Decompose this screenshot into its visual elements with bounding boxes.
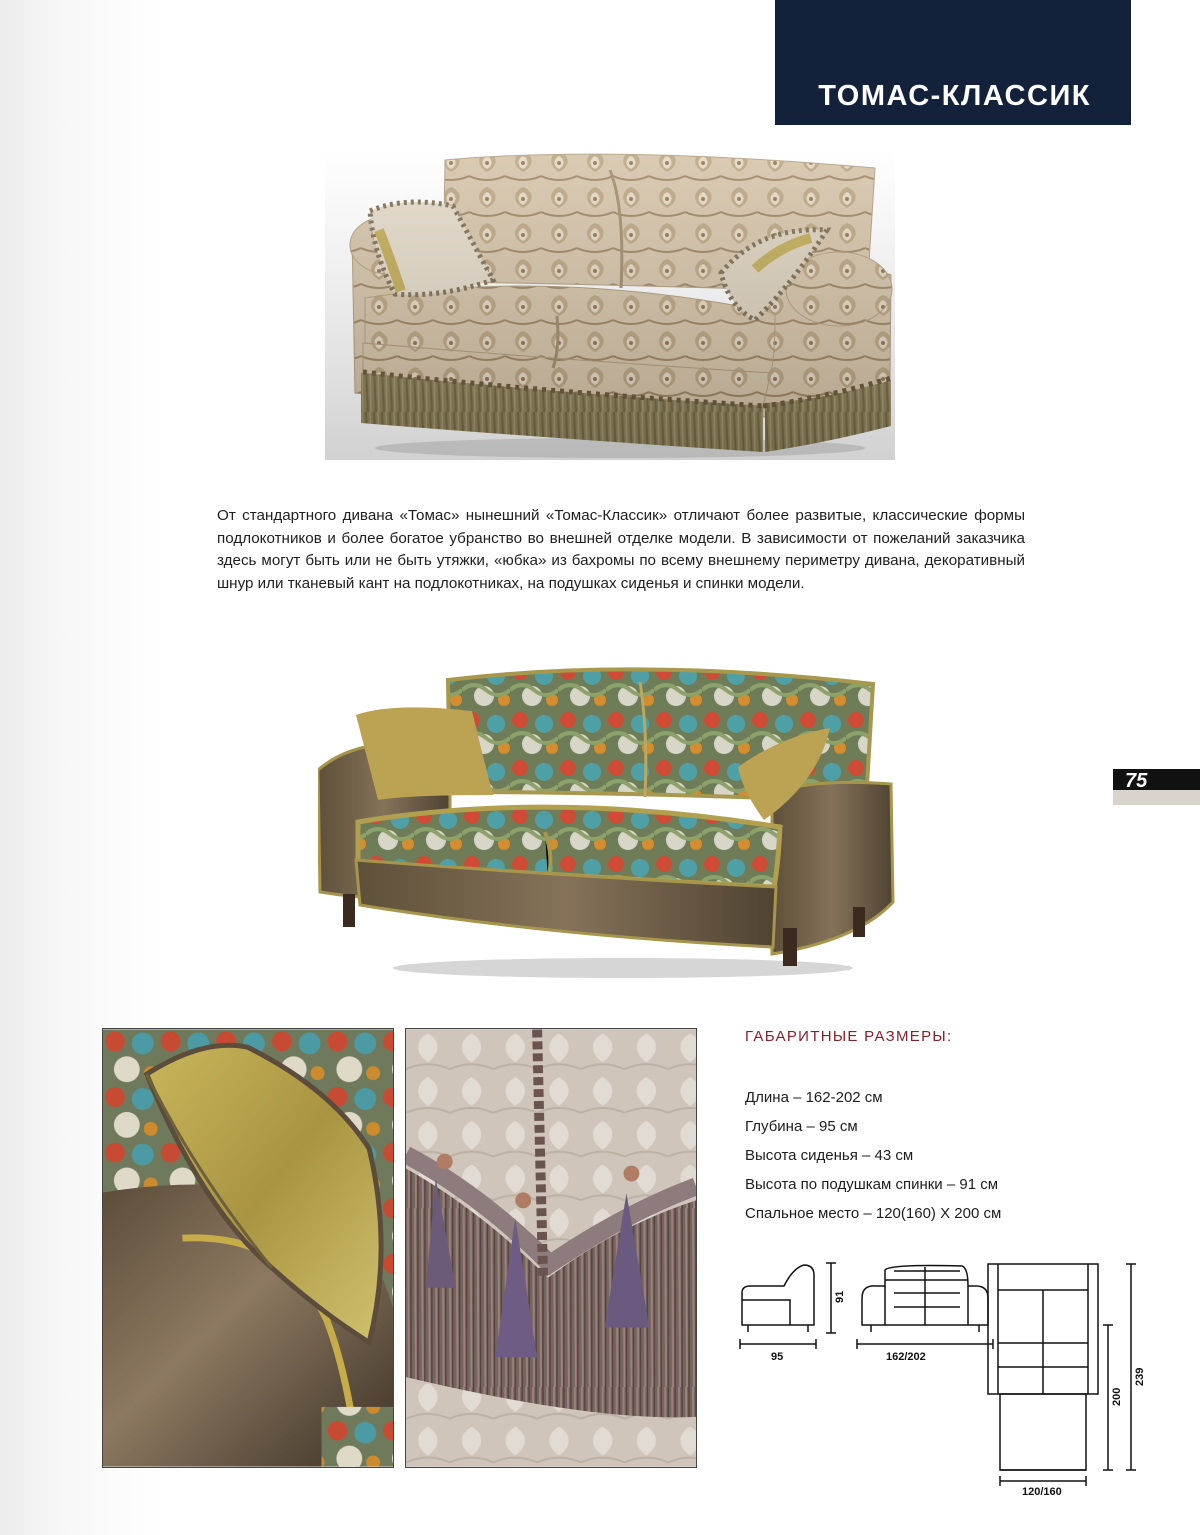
armrest-detail-image [103, 1029, 393, 1467]
sofa-image-floral [318, 662, 898, 982]
page-number: 75 [1125, 770, 1148, 792]
dimension-length: Длина – 162-202 см [745, 1089, 883, 1106]
top-view-schematic [988, 1264, 1136, 1486]
page-number-tab [1113, 769, 1200, 805]
sofa-image-classic-pattern [325, 148, 895, 460]
dimensions-title: ГАБАРИТНЫЕ РАЗМЕРЫ: [745, 1028, 953, 1045]
sofa-dimension-diagram [730, 1255, 1150, 1498]
dimension-schematics [730, 1255, 1150, 1498]
side-view-depth-label: 95 [771, 1351, 784, 1363]
side-view-height-label: 91 [834, 1290, 846, 1303]
dimension-seat-height: Высота сиденья – 43 см [745, 1147, 914, 1164]
product-description: От стандартного дивана «Томас» нынешний «Томас-Классик» отличают более развитые, классические формы подлокотников и более богатое убранство во внешней отделке модели. В зависимости от пожеланий заказчика здесь могут быть или не быть утяжки, «юбка» из бахромы по всему внешнему периметру дивана, декоративный шнур или тканевый кант на подлокотниках, на подушках сиденья и спинки модели. [217, 507, 1025, 592]
fringe-detail-image [406, 1029, 696, 1467]
title-block [775, 0, 1131, 125]
top-view-width-label: 120/160 [1022, 1486, 1062, 1498]
top-view-sleeping-length-label: 200 [1111, 1387, 1123, 1406]
sofa-photo-floral [318, 662, 898, 982]
front-view-schematic [857, 1266, 993, 1350]
detail-photo-fringe [405, 1028, 697, 1468]
dimensions-list [745, 1083, 1001, 1228]
sofa-photo-classic-pattern [325, 148, 895, 460]
front-view-length-label: 162/202 [886, 1351, 926, 1363]
dimension-back-height: Высота по подушкам спинки – 91 см [745, 1176, 999, 1193]
detail-photo-armrest [102, 1028, 394, 1468]
side-view-schematic [740, 1263, 836, 1349]
dimension-sleeping-area: Спальное место – 120(160) Х 200 см [745, 1205, 1002, 1222]
page-title: ТОМАС-КЛАССИК [818, 80, 1091, 112]
dimension-depth: Глубина – 95 см [745, 1118, 858, 1135]
top-view-total-length-label: 239 [1134, 1367, 1146, 1386]
